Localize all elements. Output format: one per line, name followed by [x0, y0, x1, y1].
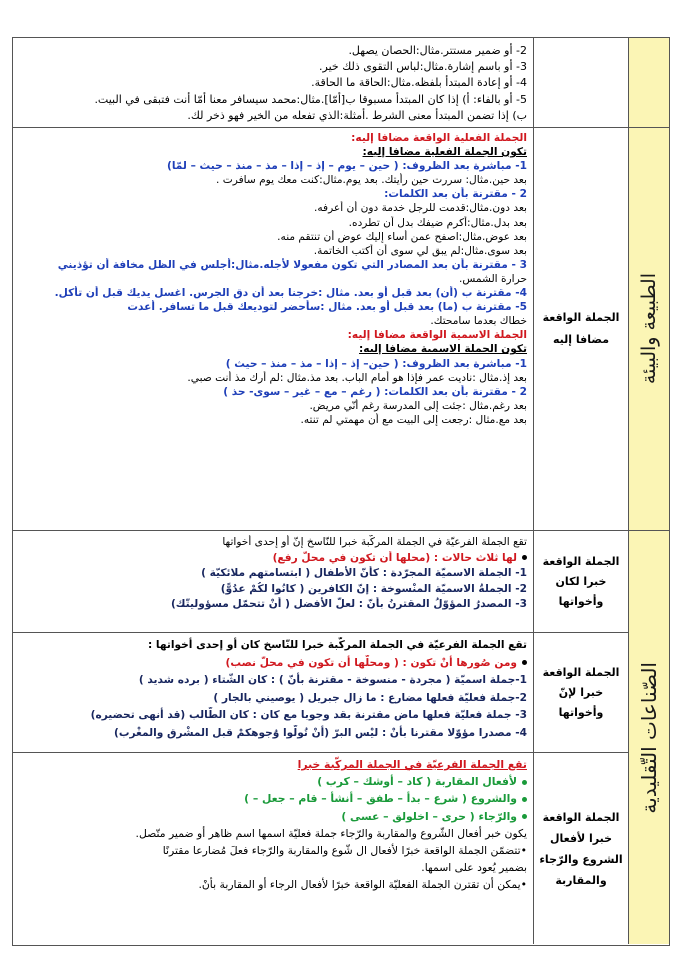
bullet-icon [522, 814, 527, 819]
title-line: الشروع والرّجاء [539, 852, 623, 866]
body-cell [13, 128, 533, 530]
example: بعد سوى.مثال:لم يبق لي سوى أن أكتب الخاتمة. [313, 244, 527, 257]
text-line: ب) إذا تضمن المبتدأ معنى الشرط .أمثلة:الذي تفعله من الخير فهو ذخر لك. [187, 108, 527, 122]
body-cell [13, 753, 533, 944]
intro: تقع الجملة الفرعيّة في الجملة المركّبة خبرا للنّاسخ كان أو إحدى أخواتها : [147, 639, 527, 651]
example: بعد بدل.مثال:أكرم ضيفك بدل أن تطرده. [348, 216, 527, 229]
text-line: 3- أو باسم إشارة.مثال:لباس التقوى ذلك خير. [319, 60, 527, 74]
item: والشروع ( شرع – بدأ – طفق – أنشأ – قام – جعل – ) [244, 792, 517, 806]
title-line: وأخواتها [558, 705, 604, 719]
rule: 5- مقترنة ب (ما) بعد قبل أو بعد. مثال :سأحضر لتوديعك قبل ما تسافر. أعدت [127, 301, 527, 314]
example: بعد عوض.مثال:اصفح عمن أساء إليك عوض أن تنتقم منه. [277, 230, 527, 243]
heading: الجملة الفعلية الواقعة مضافا إليه: [351, 132, 527, 144]
heading: الجملة الاسمية الواقعة مضافا إليه: [347, 329, 527, 342]
form: 2-جملة فعليّة فعلها مضارع : ما زال جبريل ( يوصيني بالجار ) [213, 691, 527, 704]
rule: 4- مقترنة ب (أن) بعد قبل أو بعد. مثال :خرجنا بعد أن دق الجرس. اغسل يديك قبل أن تأكل. [54, 287, 527, 300]
text-line: 2- أو ضمير مستتر.مثال:الحصان يصهل. [348, 44, 527, 57]
row-group-crafts [13, 531, 669, 944]
case: 3- المصدرُ المؤوّلُ المقترنُ بأنّ : لعلّ الأفضل ( أنْ تتحمّل مسؤوليتّك) [170, 598, 527, 610]
case: 2- الجملةُ الاسميّة المنْسوخة : إنّ الكافرين ( كانُوا لكُمْ عدُوًّ) [220, 582, 527, 595]
paragraph: بضمير يُعود على اسمها. [421, 861, 527, 875]
form: 1-جملة اسميّة ( مجردة - منسوخة - مقترنة بأنّ ) : كان الشّتاء ( برده شديد ) [138, 674, 527, 686]
example: بعد حين.مثال: سررت حين رأيتك. بعد يوم.مثال:كنت معك يوم سافرت . [216, 174, 527, 187]
bullet-icon [522, 660, 527, 665]
title-line: والمقاربة [555, 873, 607, 887]
text-line: 4- أو إعادة المبتدأ بلفظه.مثال:الحاقة ما الحاقة. [311, 76, 527, 90]
rule: 2 - مقترنة بأن بعد الكلمات: ( رغم – مع – غير – سوى- حذ ) [223, 385, 527, 398]
theme-label: الصّناعات التّقليدية [637, 661, 661, 814]
example: بعد دون.مثال:قدمت للرجل خدمة دون أن أعرفه. [313, 202, 527, 215]
grammar-table [12, 37, 670, 946]
row-khabar-kana [13, 633, 628, 753]
subrows [13, 531, 628, 944]
text-line: 5- أو بالفاء: أ) إذا كان المبتدأ مسبوقا ب[أمّا].مثال:محمد سيسافر معنا أمّا أنت فتبقى في البيت. [94, 92, 527, 106]
form: 4- مصدرا مؤوّلا مقترنا بأنْ : ليْس البرّ (أنْ تُولُّوا وُجوهكمْ قبل المشْرق والمغْرب) [113, 726, 527, 739]
theme-label: الطبيعة والبيئة [638, 273, 660, 385]
body-cell [13, 38, 533, 127]
theme-cell-empty [628, 38, 669, 127]
rule: 2 - مقترنة بأن بعد الكلمات: [384, 188, 527, 201]
theme-cell [628, 531, 669, 944]
title-cell [533, 531, 628, 632]
rule: لها ثلاث حالات : (محلها أن تكون في محلّ رفع) [272, 551, 517, 564]
title-cell [533, 633, 628, 752]
paragraph: يكون خبر أفعال الشّروع والمقاربة والرّجاء جملة فعليّة اسمها اسم ظاهر أو ضمير متّصل. [135, 826, 527, 840]
theme-cell [628, 128, 669, 530]
title-line: خبرا لأفعال [549, 831, 613, 845]
bullet-icon [522, 555, 527, 560]
title-cell [533, 753, 628, 944]
paragraph: •يمكن أن تقترن الجملة الفعليّة الواقعة خبرًا لأفعال الرجاء أو المقاربة بأنْ. [198, 878, 527, 892]
row-khabar-continued [13, 38, 669, 128]
title-cell-empty [533, 38, 628, 127]
rule: ومن صُورها أنْ تكون : ( ومحلّها أن تكون في محلّ نصب) [225, 656, 517, 669]
rule: 1- مباشرة بعد الظروف: ( حين – يوم – إذ – إذا – مذ – منذ – حيث – لمّا) [166, 160, 527, 173]
bullet-icon [522, 797, 527, 802]
title-line: الجملة الواقعة [542, 311, 620, 324]
item: والرّجاء ( حرى – اخلولق – عسى ) [341, 809, 517, 823]
title-line: مضافا إليه [553, 333, 610, 346]
rule: 3 - مقترنة بأن بعد المصادر التي تكون مفعولا لأجله.مثال:أجلس في الظل مخافة أن تؤذيني [57, 258, 527, 271]
case: 1- الجملة الاسميّة المجرّدة : كأنّ الأطفال ( ابتسامتهم ملائكيّة ) [201, 567, 527, 579]
title-line: وأخواتها [558, 594, 604, 608]
title-line: الجملة الواقعة [542, 665, 620, 679]
item: لأفعال المقاربة ( كاد – أوشك – كرب ) [317, 775, 517, 789]
title-line: الجملة الواقعة [542, 554, 620, 568]
intro: تقع الجملة الفرعيّة في الجملة المركّبة خبرا [297, 758, 527, 771]
paragraph: •تتضمّن الجملة الواقعة خبرًا لأفعال ال شّوع والمقاربة والرّجاء فعلَ مُضارعا مقترنًا [162, 844, 527, 858]
example: بعد مع.مثال :رجعت إلى البيت مع أن مهمتي لم تنته. [300, 413, 527, 426]
form: 3- جملة فعليّة فعلها ماض مقترنة بقد وجوبا مع كان : كان الطّالب (قد أنهى تحضيره) [90, 709, 527, 721]
subheading: تكون الجملة الاسمية مضافا إليه: [359, 343, 527, 356]
subheading: تكون الجملة الفعلية مضافا إليه: [362, 146, 527, 159]
row-khabar-inna [13, 531, 628, 633]
row-khabar-afal [13, 753, 628, 944]
example: خطاك بعدما سامحتك. [430, 315, 527, 328]
rule: 1- مباشرة بعد الظروف: ( حين– إذ – إذا – مذ – منذ – حيث ) [225, 357, 527, 370]
body-cell [13, 633, 533, 752]
title-line: خبرا لإنّ [558, 685, 604, 699]
example: حرارة الشمس. [459, 272, 527, 285]
title-line: الجملة الواقعة [542, 810, 620, 824]
title-cell [533, 128, 628, 530]
intro: تقع الجملة الفرعيّة في الجملة المركّبة خبرا للنّاسخ إنّ أو إحدى أخواتها [222, 536, 527, 548]
row-mudaf-ilayh [13, 128, 669, 531]
example: بعد رغم.مثال :جئت إلى المدرسة رغم أنّي مريض. [309, 399, 527, 412]
example: بعد إذ.مثال :ناديت عمر فإذا هو أمام الباب. بعد مذ.مثال :لم أرك مذ أنت صبي. [187, 371, 527, 384]
bullet-icon [522, 780, 527, 785]
title-line: خبرا لكان [555, 574, 607, 588]
body-cell [13, 531, 533, 632]
